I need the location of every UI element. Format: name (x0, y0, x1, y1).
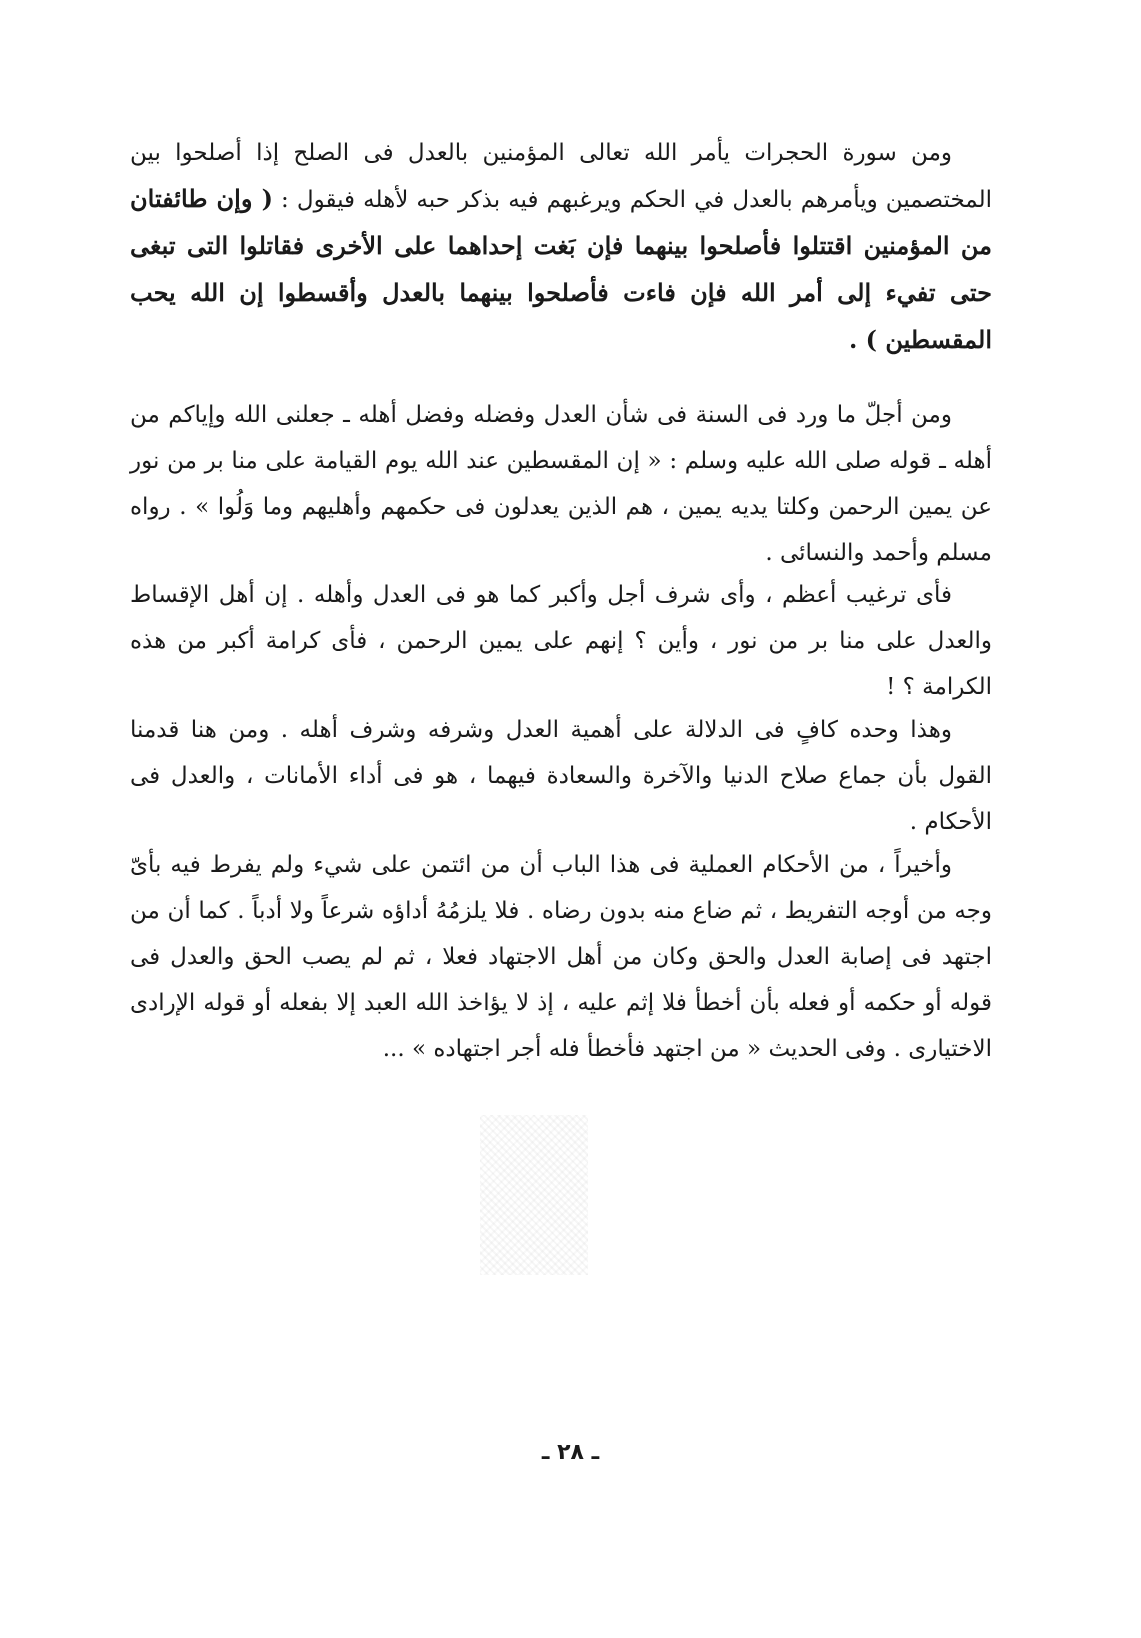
paragraph-5-body: وأخيراً ، من الأحكام العملية فى هذا الباب أن من ائتمن على شيء ولم يفرط فيه بأىّ وجه من أوجه التفريط ، ثم ضاع منه بدون رضاه . فلا يلزمُهُ أداؤه شرعاً ولا أدباً . كما أن من اجتهد فى إصابة العدل والحق وكان من أهل الاجتهاد فعلا ، ثم لم يصب الحق والعدل فى قوله أو حكمه أو فعله بأن أخطأ فلا إثم عليه ، إذ لا يؤاخذ الله العبد إلا بفعله أو قوله الإرادى الاختيارى . وفى الحديث « من اجتهد فأخطأ فله أجر اجتهاده » ... (130, 852, 992, 1062)
paragraph-5 (130, 842, 992, 1072)
paragraph-1 (130, 130, 992, 364)
quran-verse: ( وإن طائفتان من المؤمنين اقتتلوا فأصلحوا بينهما فإن بَغت إحداهما على الأخرى فقاتلوا التى تبغى حتى تفيء إلى أمر الله فإن فاءت فأصلحوا بينهما بالعدل وأقسطوا إن الله يحب المقسطين ) . (130, 184, 992, 354)
paragraph-3-body: فأى ترغيب أعظم ، وأى شرف أجل وأكبر كما هو فى العدل وأهله . إن أهل الإقساط والعدل على منا بر من نور ، وأين ؟ إنهم على يمين الرحمن ، فأى كرامة أكبر من هذه الكرامة ؟ ! (130, 582, 992, 700)
paragraph-4-body: وهذا وحده كافٍ فى الدلالة على أهمية العدل وشرفه وشرف أهله . ومن هنا قدمنا القول بأن جماع صلاح الدنيا والآخرة والسعادة فيهما ، هو فى أداء الأمانات ، والعدل فى الأحكام . (130, 717, 992, 835)
paragraph-1-intro: ومن سورة الحجرات يأمر الله تعالى المؤمنين بالعدل فى الصلح إذا أصلحوا بين المختصمين ويأمرهم بالعدل في الحكم ويرغبهم فيه بذكر حبه لأهله فيقول : (130, 140, 992, 213)
paragraph-3 (130, 572, 992, 710)
scan-smudge (480, 1115, 588, 1275)
page-number: ـ ٢٨ ـ (541, 1440, 600, 1465)
paragraph-2 (130, 392, 992, 576)
paragraph-2-body: ومن أجلّ ما ورد فى السنة فى شأن العدل وفضله وفضل أهله ـ جعلنى الله وإياكم من أهله ـ قوله صلى الله عليه وسلم : « إن المقسطين عند الله يوم القيامة على منا بر من نور عن يمين الرحمن وكلتا يديه يمين ، هم الذين يعدلون فى حكمهم وأهليهم وما وَلُوا » . رواه مسلم وأحمد والنسائى . (130, 402, 993, 566)
paragraph-1-body (130, 130, 992, 364)
paragraph-4 (130, 707, 992, 845)
